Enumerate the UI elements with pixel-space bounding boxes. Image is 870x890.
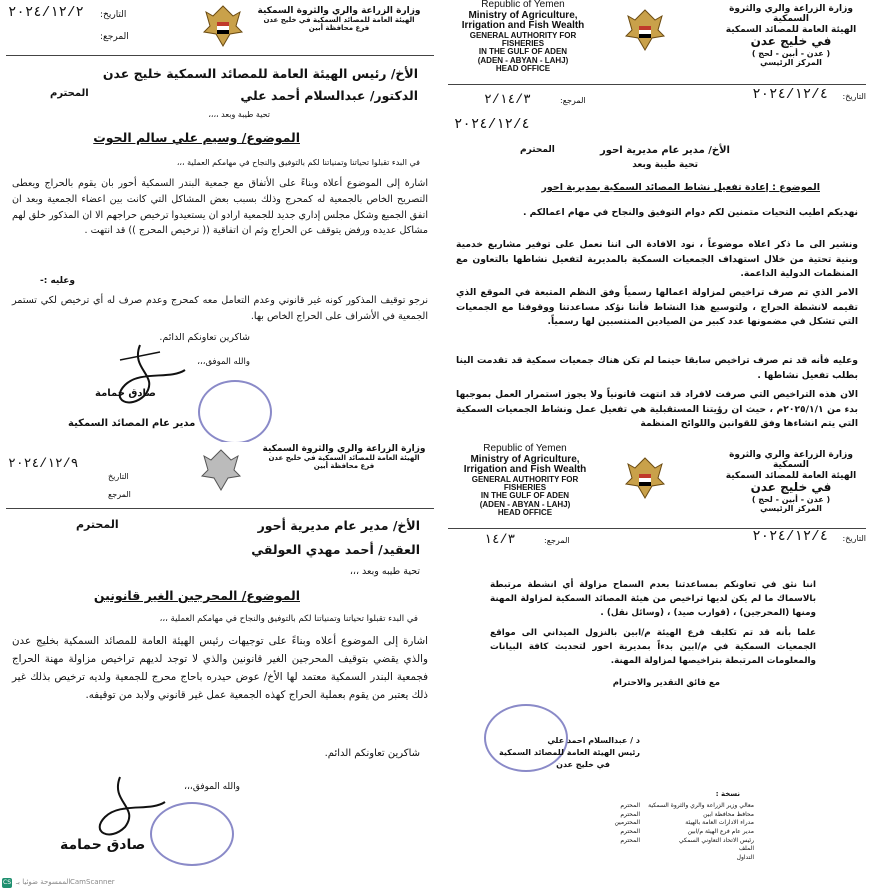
branch-name: فرع محافظة أبين — [313, 462, 375, 471]
cc-honorific: المحترم — [620, 828, 640, 836]
letterhead-english — [448, 0, 598, 73]
scanner-caption: الممسوحة ضوئيا بـ — [16, 878, 71, 886]
honorific: المحترم — [76, 518, 119, 531]
letter-3 — [0, 442, 440, 876]
subject: الموضوع/ المحرجين الغير قانونين — [93, 588, 300, 603]
recipient-name: الدكتور/ عبدالسلام أحمد علي — [240, 88, 418, 103]
cc-list — [644, 802, 754, 863]
cc-item: مدراء الادارات العامة بالهيئة — [685, 819, 754, 827]
branch-name: فرع محافظة أبين — [308, 24, 370, 33]
intro: في البدء تقبلوا تحياتنا وتمنياتنا لكم بالتوفيق والنجاح في مهامكم العملية ،،، — [159, 614, 418, 624]
handwritten-ref: ٢٠٢٤/١٢/٤ — [454, 117, 530, 133]
ministry-name: وزارة الزراعة والري والثروة السمكية — [262, 444, 426, 454]
yemen-emblem-icon — [622, 454, 668, 502]
letterhead-english — [450, 444, 600, 517]
signer-name: صادق حمامة — [60, 837, 146, 853]
gulf-ar: في خليج عدن — [750, 34, 832, 49]
areas-en: (ADEN - ABYAN - LAHJ) — [477, 55, 569, 65]
ministry-name: وزارة الزراعة والري والثروة السمكية — [257, 6, 421, 16]
authority-ar: الهيئة العامة للمصائد السمكية — [725, 470, 857, 481]
thanks-line: شاكرين تعاونكم الدائم. — [159, 332, 250, 343]
ministry-en-2: Irrigation and Fish Wealth — [463, 464, 587, 475]
recipient-to: الأخ/ مدير عام مديرية أحور — [257, 518, 420, 533]
ref-label: المرجع: — [100, 32, 129, 42]
yemen-emblem-icon — [200, 2, 246, 50]
greeting: تحية طيبة وبعد ،،،، — [208, 110, 270, 119]
date-label: التاريخ — [108, 472, 129, 481]
date-value: ٢٠٢٤/١٢/٤ — [752, 529, 828, 545]
office-en: HEAD OFFICE — [495, 64, 551, 74]
paragraph-1: اننا نثق في تعاونكم بمساعدتنا بعدم السماح مزاولة أي انشطة مرتبطة بالاسماك ما لم يكن لديها تراخيص من هيئة المصائد السمكية لمزاولة المهنة ومنها (المحرجين) ، (قوارب صيد) ، (وسائل نقل) . — [490, 580, 816, 619]
cc-item: التداول — [736, 854, 754, 862]
letter-2 — [444, 0, 870, 440]
letter-4 — [444, 440, 870, 876]
body-paragraph-2: نرجو توقيف المذكور كونه غير قانوني وعدم التعامل معه كمحرج وعدم صرف له أي ترخيص لكي تستمر الجمعية في الأشراف على الحراج الخاص بها. — [12, 295, 428, 322]
cc-item: محافظ محافظة ابين — [703, 810, 754, 818]
cc-title: نسخة : — [715, 790, 740, 798]
signer-name: د / عبدالسلام احمد علي — [547, 736, 640, 745]
greeting: تحية طيبة وبعد — [632, 160, 698, 170]
signature-icon — [100, 340, 190, 415]
ministry-en: Ministry of Agriculture, — [468, 9, 578, 21]
date-value: ٢٠٢٤/١٢/٢ — [8, 5, 84, 21]
recipient-to: الأخ/ مدير عام مديرية احور — [600, 145, 730, 156]
thanks-line: شاكرين تعاونكم الدائم. — [324, 748, 420, 759]
yemen-emblem-icon — [622, 6, 668, 54]
greeting: تحية طيبه وبعد ،،، — [349, 566, 420, 577]
honorific: المحترم — [50, 88, 89, 99]
date-label: التاريخ: — [842, 534, 866, 543]
cc-honorific: المحترم — [620, 802, 640, 809]
authority-name: الهيئة العامة للمصائد السمكية في خليج عدن — [268, 454, 420, 463]
paragraph-5: الان هذه التراخيص التي صرفت لافراد قد انتهت قانونياً ولا يجوز استمرار العمل بموجبها بدء من ٢٠٢٥/١/١م ، حيث ان رؤيتنا المستقبلية هي تفعيل عمل ونشاط الجمعيات السمكية التي يتم انشاءها وفق للقوانين واللوائح المنظمة — [456, 389, 858, 430]
ref-label: المرجع — [108, 490, 131, 499]
ref-value: ٢/١٤/٣ — [484, 92, 531, 107]
office-en: HEAD OFFICE — [497, 508, 553, 518]
letterhead-arabic — [716, 4, 866, 67]
camscanner-icon: CS — [3, 879, 11, 886]
cc-honorifics — [594, 802, 640, 845]
authority-en: GENERAL AUTHORITY FOR FISHERIES — [469, 30, 577, 48]
cc-honorific: المحترمين — [614, 819, 640, 827]
gulf-en: IN THE GULF OF ADEN — [478, 47, 568, 57]
official-stamp — [198, 380, 272, 442]
letter-1-header — [244, 6, 434, 32]
gulf-ar: في خليج عدن — [750, 480, 832, 495]
yemen-emblem-icon — [198, 446, 244, 494]
recipient-name: العقيد/ أحمد مهدي العولقي — [251, 542, 420, 557]
closing-line: والله الموفق،،، — [197, 357, 250, 367]
scanner-footer — [0, 876, 870, 890]
paragraph-2: ونشير الى ما ذكر اعلاه موضوعاً ، نود الافادة الى اننا نعمل على توفير مشاريع خدمية وبنية تحتية من خلال استهداف الجمعيات السمكية بالمديرية لتفعيل نشاطها بالتعاون مع المنظمات الدولية الداعمة. — [456, 239, 858, 280]
cc-item: معالي وزير الزراعة والري والثروة السمكية — [648, 802, 754, 809]
date-value: ٢٠٢٤/١٢/٩ — [8, 456, 79, 471]
paragraph-3: الامر الذي تم صرف تراخيص لمزاولة اعمالها رسمياً وفق النظم المتبعة في الموقع الذي تقيمه لانشطة الحراج ، ولتوسيع هذا النشاط فأننا نؤكد مساعدتنا ووقوفنا مع الجمعيات التي تشكل في مضمونها عدد كبير من الصيادين المنتسبين لها رسمياً. — [456, 287, 858, 328]
office-ar: المركز الرئيسي — [760, 58, 822, 68]
signer-name: صادق حمامة — [95, 388, 156, 399]
paragraph-1: نهديكم اطيب التحيات متمنين لكم دوام التوفيق والنجاح في مهام اعمالكم . — [522, 207, 858, 218]
intro: في البدء تقبلوا تحياتنا وتمنياتنا لكم بالتوفيق والنجاح في مهامكم العملية ،،، — [176, 158, 420, 167]
gulf-en: IN THE GULF OF ADEN — [480, 491, 570, 501]
letter-3-header — [254, 444, 434, 470]
cc-honorific: المحترم — [620, 836, 640, 844]
signer-title: مدير عام المصائد السمكية — [68, 418, 196, 429]
areas-ar: ( عدن - أبين - لحج ) — [751, 48, 831, 58]
republic-en: Republic of Yemen — [483, 443, 567, 454]
closing-line: والله الموفق،،، — [184, 782, 240, 792]
cc-item: رئيس الاتحاد التعاوني السمكي — [678, 836, 754, 844]
ref-value: ١٤/٣ — [484, 532, 516, 547]
honorific: المحترم — [520, 145, 555, 155]
signer-title: رئيس الهيئة العامة للمصائد السمكية — [499, 748, 640, 757]
ministry-ar: وزارة الزراعة والري والثروة السمكية — [729, 450, 853, 471]
date-label: التاريخ: — [842, 92, 866, 101]
ministry-ar: وزارة الزراعة والري والثروة السمكية — [729, 4, 853, 25]
paragraph-2: علما بأنه قد تم تكليف فرع الهيئة م/ابين بالنزول الميداني الى مواقع الجمعيات السمكية في م/ابين بدءاً بمديرية احور لتحديث كافة البيانات والمعلومات المرتبطة بتراخيصها لمزاولة المهنة. — [490, 628, 816, 667]
body-paragraph: اشارة إلى الموضوع أعلاه وبناءً على توجيهات رئيس الهيئة العامة للمصائد السمكية بخليج عدن والذي يقضي بتوقيف المحرجين الغير قانونين والذي لا توجد لديهم تراخيص مزاولة مهنة الحراج فجمعية البندر السمكية معتمد لها الأخ/ عوض حيدره باحاج محرج للجمعية ولديه ترخيص بذلك غير ذلك يعتبر من يقوم بعملية الحراج كهذه الجمعية عمل غير قانوني ولابد من توقيفه. — [12, 635, 428, 702]
areas-ar: ( عدن - أبين - لحج ) — [751, 494, 831, 504]
areas-en: (ADEN - ABYAN - LAHJ) — [479, 499, 571, 509]
date-value: ٢٠٢٤/١٢/٤ — [752, 87, 828, 103]
scanner-app-name: CamScanner — [70, 878, 115, 886]
paragraph-4: وعليه فأنه قد تم صرف تراخيص سابقا حينما لم تكن هناك جمعيات سمكية قد تقدمت الينا بطلب تفعيل نشاطها . — [456, 355, 858, 381]
authority-name: الهيئة العامة للمصائد السمكية في خليج عدن — [263, 16, 415, 25]
cc-honorific: المحترم — [620, 810, 640, 818]
subject: الموضوع/ وسيم علي سالم الحوت — [93, 130, 300, 145]
ministry-en-2: Irrigation and Fish Wealth — [461, 20, 585, 31]
alayh-label: وعليه :- — [40, 276, 76, 286]
date-label: التاريخ: — [100, 10, 127, 20]
republic-en: Republic of Yemen — [481, 0, 565, 10]
authority-ar: الهيئة العامة للمصائد السمكية — [725, 24, 857, 35]
ref-label: المرجع: — [560, 96, 586, 105]
cc-item: مدير عام فرع الهيئة م/ابين — [687, 828, 754, 836]
ministry-en: Ministry of Agriculture, — [470, 453, 580, 465]
letterhead-arabic — [716, 450, 866, 513]
letter-1 — [0, 0, 440, 442]
authority-en: GENERAL AUTHORITY FOR FISHERIES — [471, 474, 579, 492]
subject: الموضوع : إعادة تفعيل نشاط المصائد السمكية بمديرية احور — [541, 182, 820, 193]
ref-label: المرجع: — [544, 536, 570, 545]
signer-area: في خليج عدن — [556, 760, 610, 769]
recipient-to: الأخ/ رئيس الهيئة العامة للمصائد السمكية خليج عدن — [102, 66, 418, 81]
body-paragraph-1: اشارة إلى الموضوع أعلاه وبناءً على الأتفاق مع جمعية البندر السمكية أحور بان يقوم بالحراج ويعطى التصريح الخاص بالجمعية له كمحرج وذلك بسبب بعض المشاكل التي كانت بين اعضاء الجمعية وبعد ان اتفق الجميع وشكل مجلس إداري جديد للجمعية ارادو ان يستعيدوا ترخيص حراجهم الا ان المذكور خلق لهم مشاكل عديده ورفض يتوقف عن الحراج وثم ان اتفاقية (( ترخيص المحرج )) قد انتهت . — [12, 178, 428, 237]
closing-line: مع فائق التقدير والاحترام — [612, 678, 720, 688]
office-ar: المركز الرئيسي — [760, 504, 822, 514]
cc-item: الملف — [738, 845, 754, 853]
